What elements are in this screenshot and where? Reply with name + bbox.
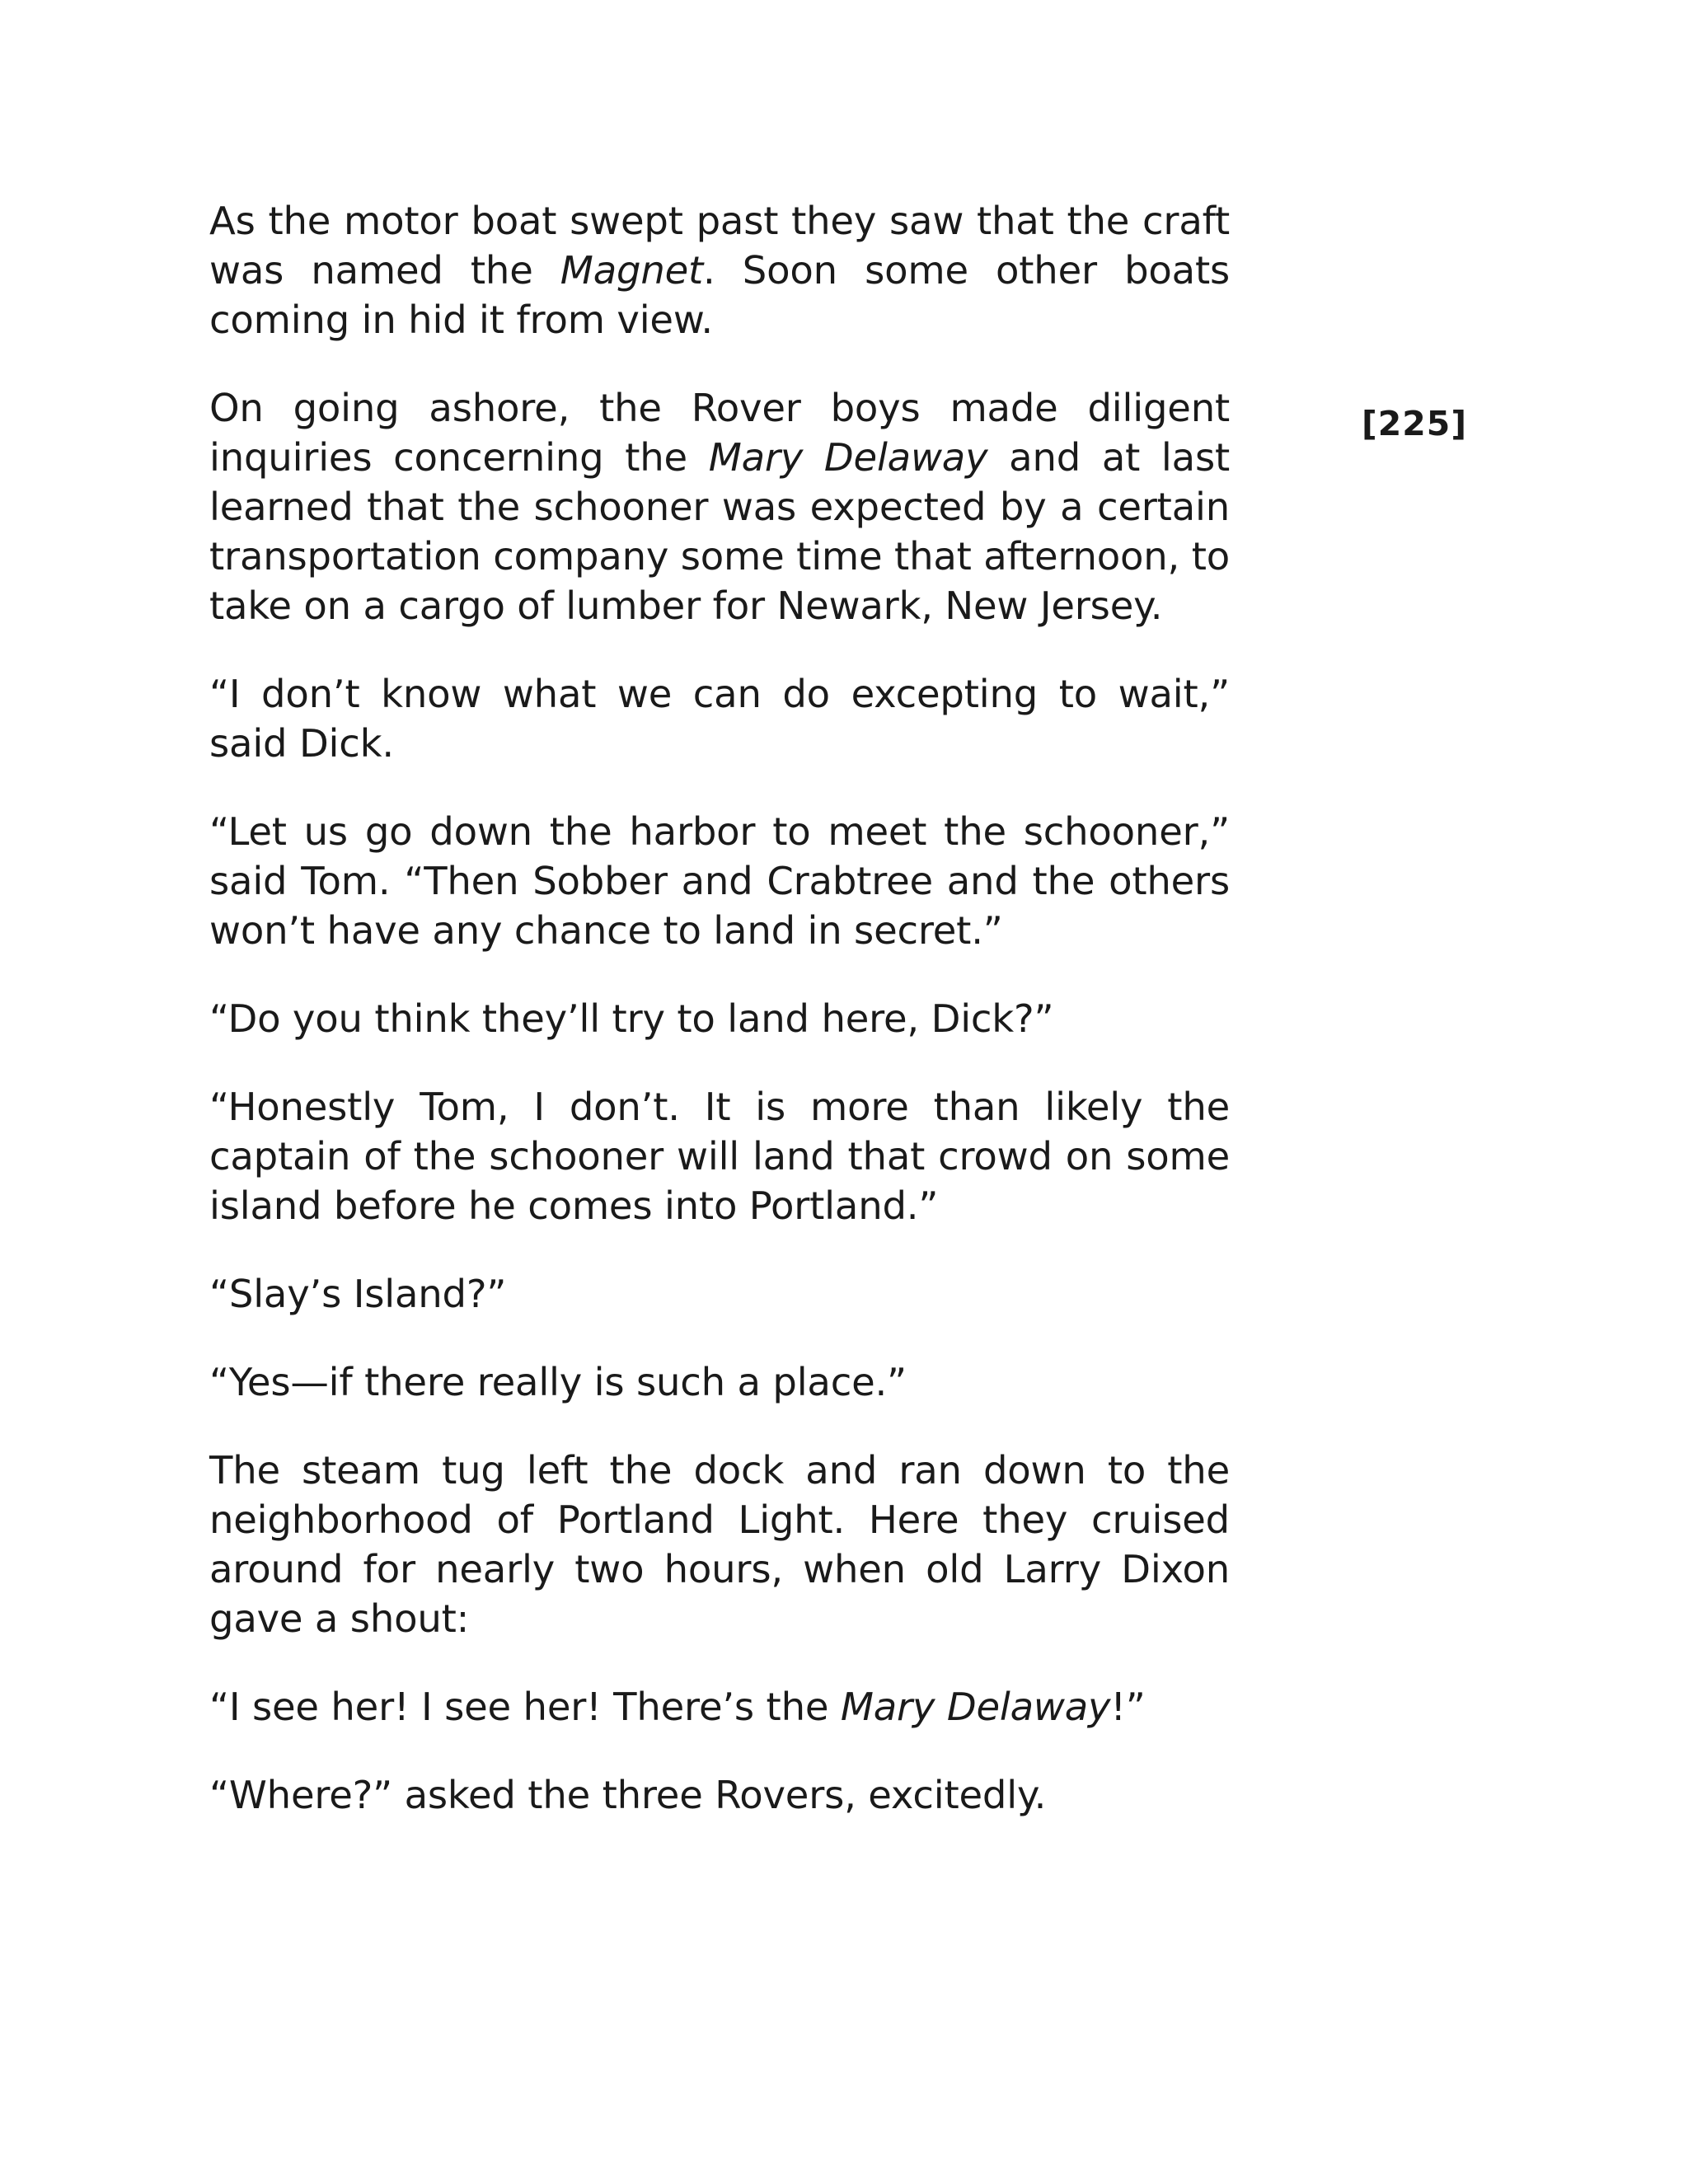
paragraph [209, 669, 1230, 768]
text-run: . Soon some other boats coming in hid it from view. [209, 248, 1231, 342]
text-run-italic: Magnet [560, 248, 704, 293]
text-run: “I see her! I see her! There’s the [209, 1685, 841, 1729]
text-run: The steam tug left the dock and ran down to the neighborhood of Portland Light. Here they cruised around for nearly two hours, when old Larry Dixon gave a shout: [209, 1448, 1230, 1641]
paragraph [209, 196, 1230, 344]
text-run-italic: Mary Delaway [840, 1685, 1111, 1729]
text-run: “Do you think they’ll try to land here, Dick?” [209, 996, 1054, 1041]
paragraph [209, 994, 1230, 1043]
text-run: As the motor boat swept past they saw that the craft was named the [209, 199, 1230, 293]
text-run-italic: Mary Delaway [708, 435, 988, 480]
paragraph [209, 807, 1230, 955]
text-run: “I don’t know what we can do excepting to wait,” said Dick. [209, 672, 1230, 766]
paragraph [209, 383, 1230, 630]
paragraph [209, 1269, 1230, 1319]
paragraph [209, 1446, 1230, 1643]
text-run: “Honestly Tom, I don’t. It is more than likely the captain of the schooner will land that crowd on some island before he comes into Portland.” [209, 1085, 1230, 1228]
text-run: and at last learned that the schooner was expected by a certain transportation company some time that afternoon, to take on a cargo of lumber for Newark, New Jersey. [209, 435, 1230, 628]
paragraph [209, 1770, 1230, 1820]
text-run: “Slay’s Island?” [209, 1272, 507, 1316]
text-run: On going ashore, the Rover boys made diligent inquiries concerning the [209, 386, 1230, 480]
paragraph [209, 1357, 1230, 1407]
text-run: “Yes—if there really is such a place.” [209, 1360, 907, 1404]
text-run: !” [1110, 1685, 1146, 1729]
text-run: “Where?” asked the three Rovers, excitedly. [209, 1773, 1047, 1817]
text-run: “Let us go down the harbor to meet the schooner,” said Tom. “Then Sobber and Crabtree and the others won’t have any chance to land in secret.” [209, 809, 1230, 953]
body-text [209, 196, 1230, 1858]
paragraph [209, 1682, 1230, 1732]
page-number: [225] [1362, 404, 1468, 443]
paragraph [209, 1082, 1230, 1230]
